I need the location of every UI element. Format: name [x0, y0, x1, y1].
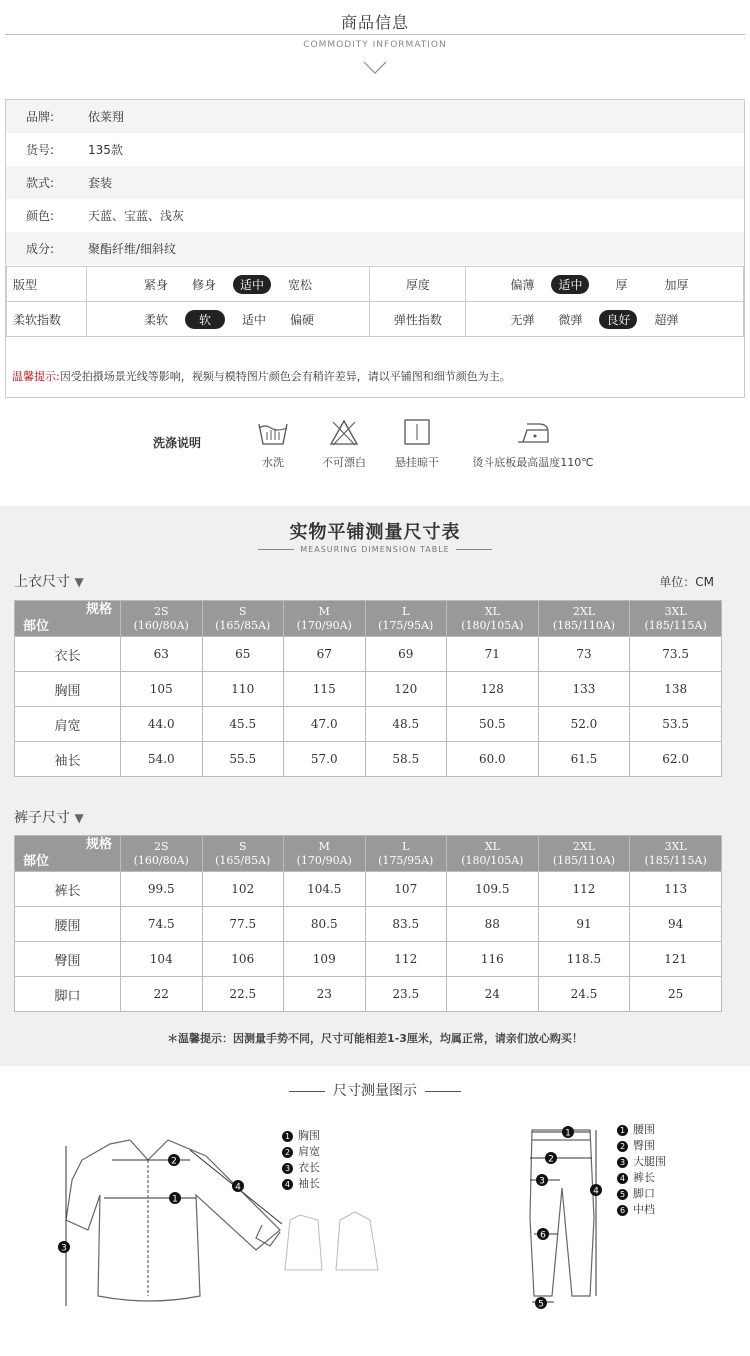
option: 紧身: [144, 277, 169, 292]
warm-tip: [12, 368, 511, 384]
table-row: [15, 707, 722, 742]
size-header: [630, 601, 722, 637]
info-key: 款式:: [26, 176, 55, 190]
table-row: [15, 872, 722, 907]
table-cell: 24.5: [538, 977, 630, 1012]
mark-2: 2: [548, 1154, 554, 1165]
pants-table-title: 裤子尺寸 ▼: [14, 810, 84, 826]
unit-label: 单位：CM: [659, 575, 714, 589]
wash-text: 烫斗底板最高温度110℃: [472, 456, 594, 469]
size-header: [284, 601, 366, 637]
table-cell: 109: [284, 942, 366, 977]
table-cell: 113: [630, 872, 722, 907]
table-cell: 104: [121, 942, 203, 977]
measure-subtitle: MEASURING DIMENSION TABLE: [0, 545, 750, 554]
corner-spec: 规格: [85, 837, 112, 852]
table-cell: 50.5: [447, 707, 539, 742]
table-cell: 25: [630, 977, 722, 1012]
info-value: 依莱翔: [88, 110, 125, 124]
table-cell: 24: [447, 977, 539, 1012]
info-row: [6, 232, 744, 265]
top-table-title: 上衣尺寸 ▼: [14, 574, 84, 590]
table-cell: 105: [121, 672, 203, 707]
size-code: L: [402, 839, 410, 853]
section-subtitle: COMMODITY INFORMATION: [303, 40, 447, 50]
table-cell: 48.5: [365, 707, 447, 742]
mark-1: 1: [172, 1194, 178, 1205]
row-label: 袖长: [15, 742, 121, 777]
size-header: [284, 836, 366, 872]
size-header: [630, 836, 722, 872]
diagram-title: 尺寸测量图示: [0, 1080, 750, 1100]
size-code: S: [238, 604, 247, 618]
table-cell: 116: [447, 942, 539, 977]
corner-spec: 规格: [85, 602, 112, 617]
hang-dry-icon: [403, 418, 431, 446]
table-cell: 22: [121, 977, 203, 1012]
table-cell: 74.5: [121, 907, 203, 942]
table-cell: 120: [365, 672, 447, 707]
table-cell: 54.0: [121, 742, 203, 777]
option-selected: 软: [185, 310, 225, 329]
mark-3: 3: [539, 1176, 545, 1187]
table-cell: 138: [630, 672, 722, 707]
table-cell: 60.0: [447, 742, 539, 777]
size-spec: (160/80A): [133, 618, 189, 632]
mark-3: 3: [61, 1243, 67, 1254]
fit-options: [87, 267, 370, 302]
info-value: 聚酯纤维/细斜纹: [88, 242, 177, 256]
table-cell: 55.5: [202, 742, 284, 777]
size-spec: (175/95A): [378, 618, 434, 632]
prop-label: 版型: [7, 267, 87, 302]
option-selected: 适中: [233, 275, 271, 294]
size-code: M: [318, 604, 330, 618]
size-code: 2XL: [572, 839, 596, 853]
size-code: 2S: [153, 839, 169, 853]
info-row: [6, 199, 744, 232]
size-header: [447, 601, 539, 637]
option: 偏薄: [510, 277, 535, 292]
header-row: [15, 601, 722, 637]
property-table: [6, 266, 744, 337]
table-cell: 99.5: [121, 872, 203, 907]
row-label: 胸围: [15, 672, 121, 707]
prop-label: 柔软指数: [7, 302, 87, 337]
table-cell: 109.5: [447, 872, 539, 907]
option: 微弹: [558, 312, 583, 327]
legend-item: 腰围: [633, 1123, 655, 1136]
option-selected: 适中: [551, 275, 589, 294]
option: 修身: [192, 277, 217, 292]
hand-wash-icon: [256, 418, 290, 446]
size-spec: (175/95A): [378, 853, 434, 867]
row-label: 腰围: [15, 907, 121, 942]
header-row: [15, 836, 722, 872]
option: 柔软: [144, 312, 169, 327]
no-bleach-icon: [329, 418, 359, 446]
size-spec: (180/105A): [461, 853, 524, 867]
info-value: 135款: [88, 143, 123, 157]
table-cell: 63: [121, 637, 203, 672]
table-cell: 88: [447, 907, 539, 942]
wash-text: 水洗: [262, 456, 284, 469]
table-cell: 23: [284, 977, 366, 1012]
option: 超弹: [654, 312, 679, 327]
size-header: [121, 836, 203, 872]
top-size-table: [14, 600, 722, 777]
mark-6: 6: [540, 1230, 546, 1241]
title-text: 裤子尺寸: [14, 810, 70, 826]
info-row: [6, 100, 744, 133]
table-cell: 22.5: [202, 977, 284, 1012]
table-cell: 52.0: [538, 707, 630, 742]
corner-cell: [15, 836, 121, 872]
size-header: [365, 836, 447, 872]
size-code: M: [318, 839, 330, 853]
info-key: 货号:: [26, 143, 55, 157]
size-code: S: [238, 839, 247, 853]
table-cell: 23.5: [365, 977, 447, 1012]
legend-item: 臀围: [633, 1139, 655, 1152]
prop-label: 厚度: [370, 267, 466, 302]
table-cell: 69: [365, 637, 447, 672]
table-cell: 44.0: [121, 707, 203, 742]
size-header: [121, 601, 203, 637]
table-cell: 65: [202, 637, 284, 672]
pants-legend: 1 腰围 2 臀围 3 大腿围 4 裤长 5 脚口 6 中档: [617, 1122, 666, 1218]
legend-item: 肩宽: [298, 1145, 320, 1158]
title-text: 上衣尺寸: [14, 574, 70, 590]
size-code: XL: [484, 604, 500, 618]
option: 适中: [242, 312, 267, 327]
table-cell: 73: [538, 637, 630, 672]
option: 宽松: [288, 277, 313, 292]
size-code: 2XL: [572, 604, 596, 618]
table-cell: 47.0: [284, 707, 366, 742]
info-key: 颜色:: [26, 209, 55, 223]
table-row: [15, 672, 722, 707]
table-cell: 128: [447, 672, 539, 707]
size-code: 3XL: [664, 604, 687, 618]
table-cell: 67: [284, 637, 366, 672]
table-cell: 77.5: [202, 907, 284, 942]
thick-options: [466, 267, 744, 302]
row-label: 臀围: [15, 942, 121, 977]
product-info: [5, 99, 745, 398]
pants-diagram: [510, 1118, 620, 1318]
size-spec: (170/90A): [296, 853, 352, 867]
size-spec: (165/85A): [215, 853, 271, 867]
size-header: [202, 601, 284, 637]
shirt-legend: 1 胸围 2 肩宽 3 衣长 4 袖长: [282, 1128, 320, 1192]
size-spec: (165/85A): [215, 618, 271, 632]
iron-icon: [515, 418, 551, 446]
wash-item: [318, 418, 370, 470]
size-header: [538, 601, 630, 637]
mark-4: 4: [235, 1182, 241, 1193]
wash-text: 不可漂白: [322, 456, 366, 469]
table-cell: 106: [202, 942, 284, 977]
size-header: [365, 601, 447, 637]
table-cell: 73.5: [630, 637, 722, 672]
legend-item: 脚口: [633, 1187, 655, 1200]
info-value: 天蓝、宝蓝、浅灰: [88, 209, 185, 223]
size-spec: (185/110A): [552, 618, 616, 632]
mark-1: 1: [565, 1128, 571, 1139]
option: 加厚: [664, 277, 689, 292]
corner-part: 部位: [23, 619, 50, 634]
table-cell: 107: [365, 872, 447, 907]
legend-item: 胸围: [298, 1129, 320, 1142]
table-cell: 102: [202, 872, 284, 907]
table-cell: 53.5: [630, 707, 722, 742]
mark-5: 5: [538, 1299, 544, 1310]
info-row: [6, 133, 744, 166]
table-cell: 115: [284, 672, 366, 707]
measure-title: 实物平铺测量尺寸表: [289, 522, 461, 543]
table-cell: 133: [538, 672, 630, 707]
table-cell: 83.5: [365, 907, 447, 942]
wash-label: 洗涤说明: [153, 436, 202, 450]
table-cell: 58.5: [365, 742, 447, 777]
size-code: XL: [484, 839, 500, 853]
measure-note: ＊温馨提示：因测量手势不同，尺寸可能相差1-3厘米，均属正常，请亲们放心购买！: [167, 1032, 583, 1045]
option-selected: 良好: [599, 310, 637, 329]
chevron-down-icon: [363, 60, 387, 76]
table-row: [15, 977, 722, 1012]
info-key: 品牌:: [26, 110, 55, 124]
wash-item: [468, 418, 598, 470]
mark-4: 4: [593, 1186, 599, 1197]
corner-part: 部位: [23, 854, 50, 869]
size-code: L: [402, 604, 410, 618]
size-spec: (180/105A): [461, 618, 524, 632]
corner-cell: [15, 601, 121, 637]
legend-item: 袖长: [298, 1177, 320, 1190]
measure-section: [0, 506, 750, 1066]
wash-instructions: [0, 418, 750, 498]
wash-item: [391, 418, 443, 470]
mark-2: 2: [171, 1156, 177, 1167]
section-title: 商品信息: [340, 13, 409, 32]
row-label: 裤长: [15, 872, 121, 907]
legend-item: 大腿围: [633, 1155, 666, 1168]
table-cell: 94: [630, 907, 722, 942]
row-label: 脚口: [15, 977, 121, 1012]
info-row: [6, 166, 744, 199]
info-key: 成分:: [26, 242, 55, 256]
size-spec: (170/90A): [296, 618, 352, 632]
option: 无弹: [510, 312, 535, 327]
table-cell: 45.5: [202, 707, 284, 742]
size-spec: (160/80A): [133, 853, 189, 867]
table-cell: 112: [365, 942, 447, 977]
legend-item: 中档: [633, 1203, 655, 1216]
size-spec: (185/115A): [644, 853, 707, 867]
table-cell: 91: [538, 907, 630, 942]
table-row: [15, 742, 722, 777]
table-row: [15, 907, 722, 942]
legend-item: 衣长: [298, 1161, 320, 1174]
wash-item: [255, 418, 291, 470]
wash-text: 悬挂晾干: [395, 456, 439, 469]
tip-label: 温馨提示:: [12, 370, 60, 383]
table-cell: 62.0: [630, 742, 722, 777]
table-cell: 61.5: [538, 742, 630, 777]
soft-options: [87, 302, 370, 337]
prop-label: 弹性指数: [370, 302, 466, 337]
table-cell: 121: [630, 942, 722, 977]
size-header: [202, 836, 284, 872]
elastic-options: [466, 302, 744, 337]
table-cell: 80.5: [284, 907, 366, 942]
size-spec: (185/110A): [552, 853, 616, 867]
table-cell: 71: [447, 637, 539, 672]
pants-size-table: [14, 835, 722, 1012]
table-cell: 57.0: [284, 742, 366, 777]
option: 偏硬: [290, 312, 315, 327]
size-spec: (185/115A): [644, 618, 707, 632]
size-code: 3XL: [664, 839, 687, 853]
table-cell: 104.5: [284, 872, 366, 907]
row-label: 肩宽: [15, 707, 121, 742]
size-code: 2S: [153, 604, 169, 618]
commodity-header: [0, 0, 750, 98]
shirt-diagram: [0, 1120, 390, 1320]
table-cell: 112: [538, 872, 630, 907]
legend-item: 裤长: [633, 1171, 655, 1184]
table-cell: 118.5: [538, 942, 630, 977]
info-value: 套装: [88, 176, 113, 190]
row-label: 衣长: [15, 637, 121, 672]
size-header: [447, 836, 539, 872]
table-cell: 110: [202, 672, 284, 707]
table-row: [15, 637, 722, 672]
option: 厚: [615, 277, 628, 292]
table-row: [15, 942, 722, 977]
tip-text: 因受拍摄场景光线等影响，视频与模特图片颜色会有稍许差异，请以平铺图和细节颜色为主。: [59, 370, 511, 383]
size-header: [538, 836, 630, 872]
